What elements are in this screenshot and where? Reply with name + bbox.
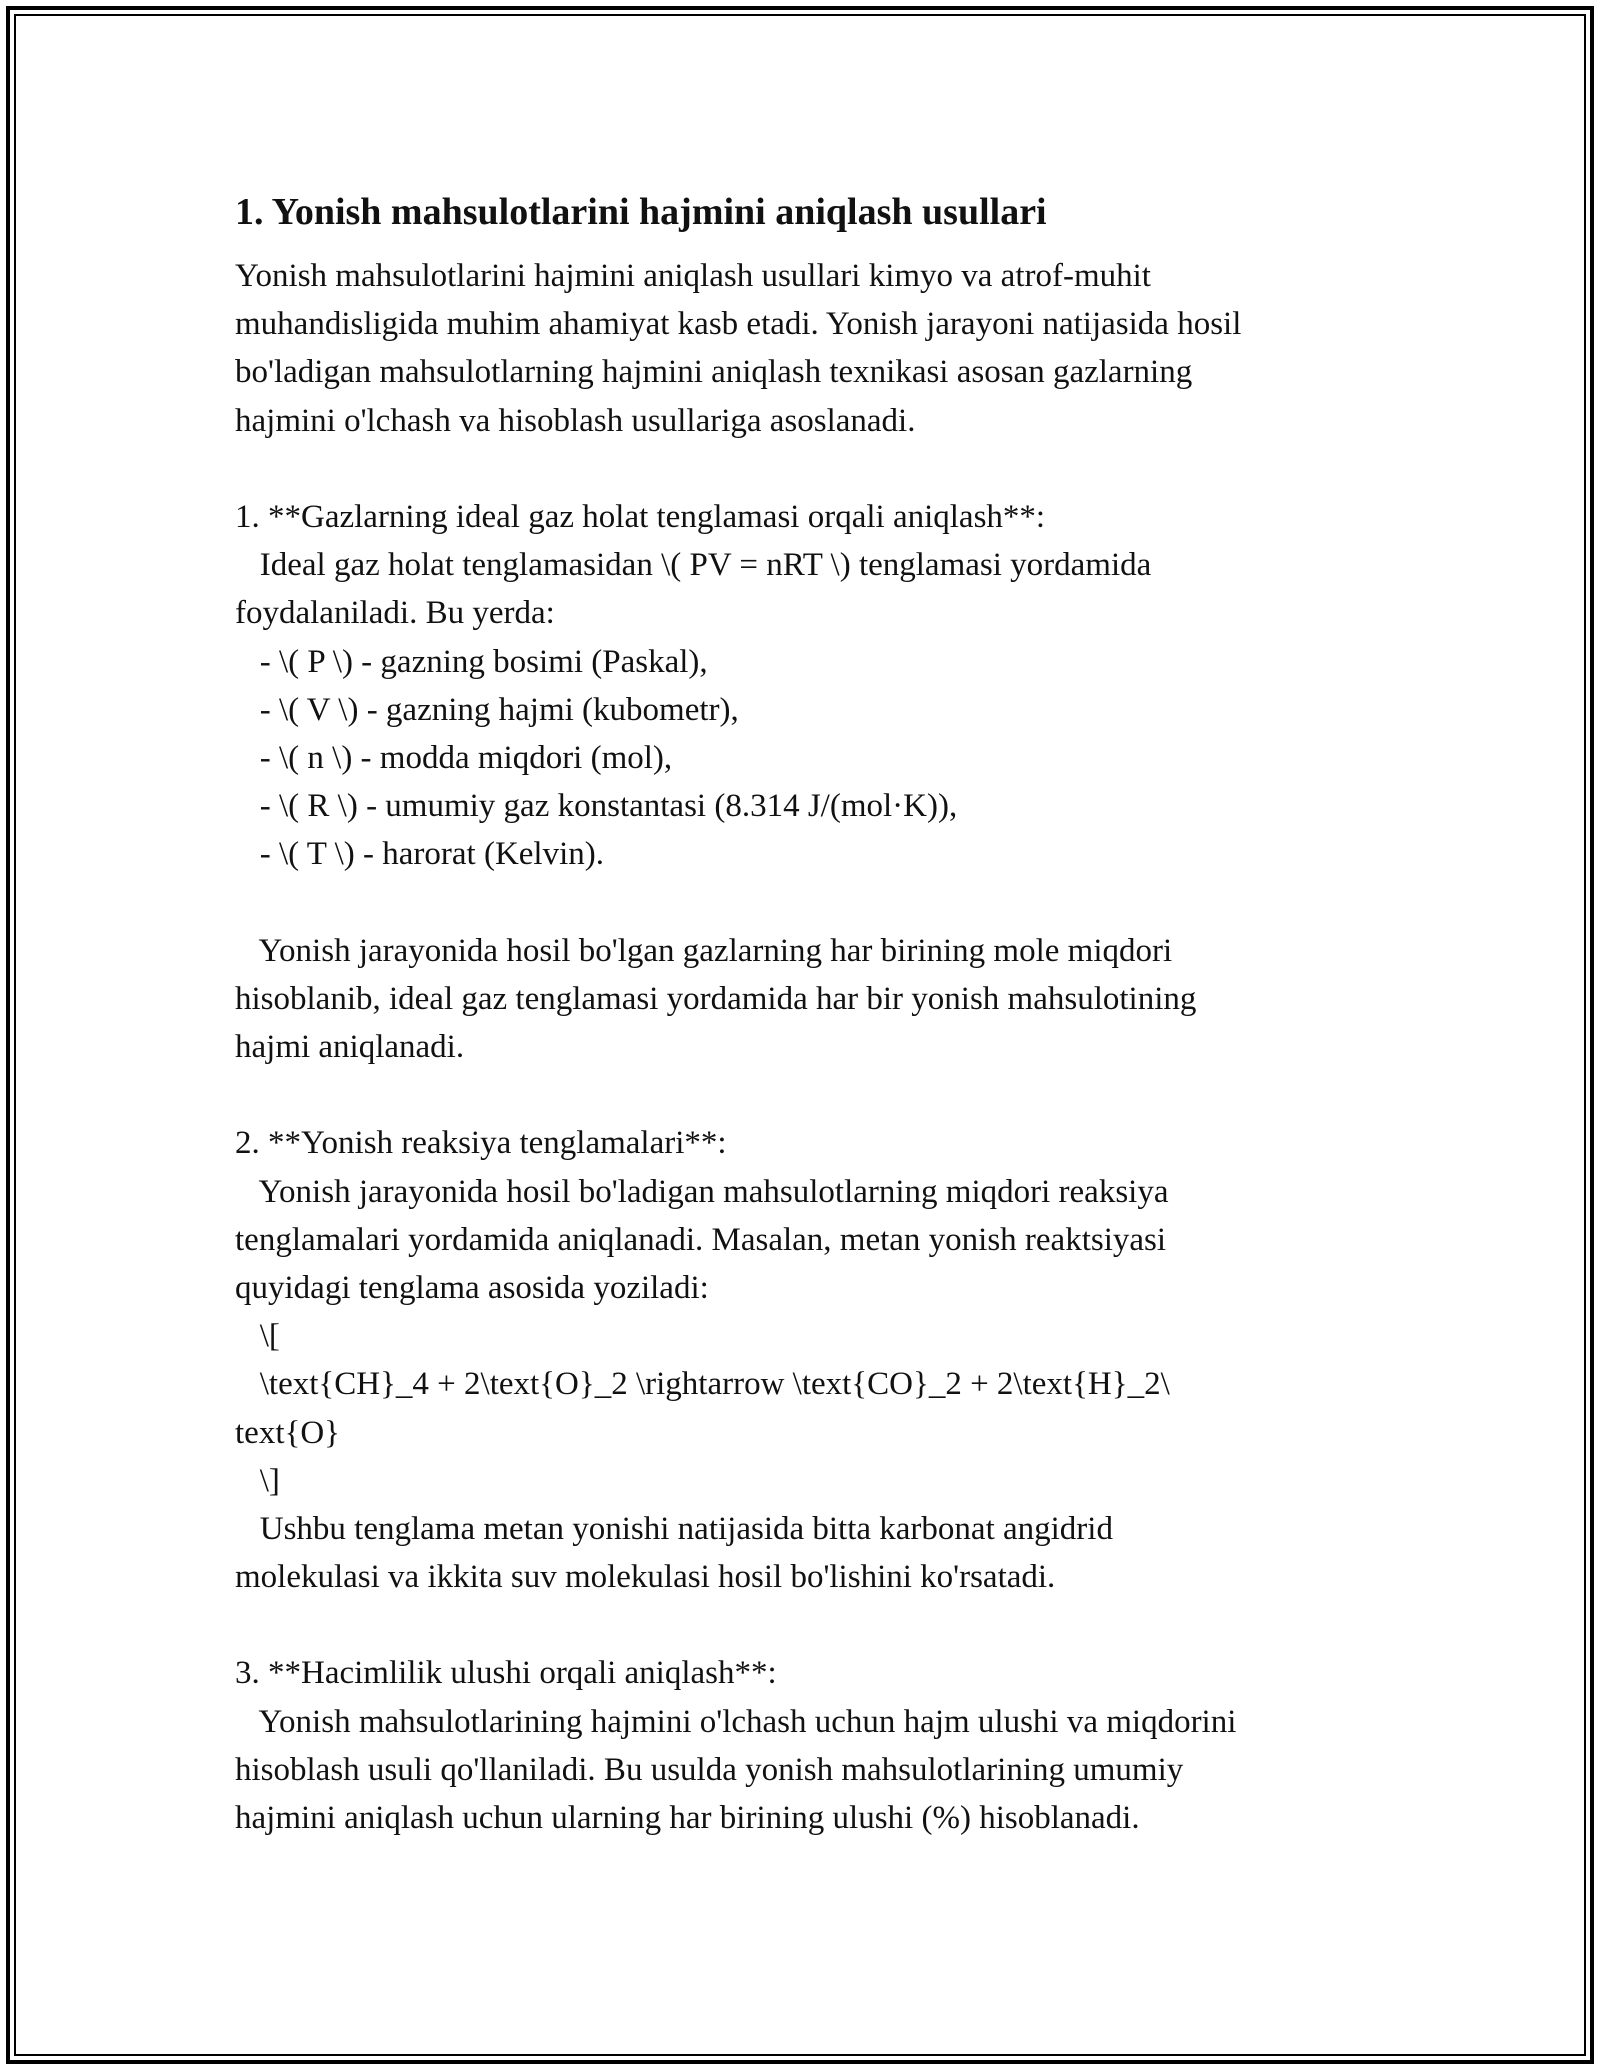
section-1-list-item: - \( n \) - modda miqdori (mol), — [235, 739, 673, 776]
section-3-line: hisoblash usuli qo'llaniladi. Bu usulda yonish mahsulotlarining umumiy — [235, 1751, 1184, 1788]
section-1-list-item: - \( P \) - gazning bosimi (Paskal), — [235, 643, 708, 680]
section-2-line: quyidagi tenglama asosida yoziladi: — [235, 1269, 709, 1306]
section-1-list-item: - \( T \) - harorat (Kelvin). — [235, 836, 604, 873]
section-1-list-item: - \( R \) - umumiy gaz konstantasi (8.314 J/(mol·K)), — [235, 788, 958, 825]
intro-line: muhandisligida muhim ahamiyat kasb etadi. Yonish jarayoni natijasida hosil — [235, 306, 1242, 343]
equation-close: \] — [235, 1462, 280, 1499]
section-1-list-item: - \( V \) - gazning hajmi (kubometr), — [235, 691, 739, 728]
section-2-line: Ushbu tenglama metan yonishi natijasida bitta karbonat angidrid — [235, 1510, 1113, 1547]
equation-line: text{O} — [235, 1414, 340, 1451]
intro-line: bo'ladigan mahsulotlarning hajmini aniqlash texnikasi asosan gazlarning — [235, 354, 1193, 391]
paragraph-gap — [235, 878, 1385, 926]
document-page — [235, 186, 1385, 1842]
section-3-line: hajmini aniqlash uchun ularning har birining ulushi (%) hisoblanadi. — [235, 1800, 1140, 1836]
document-heading: 1. Yonish mahsulotlarini hajmini aniqlash usullari — [235, 191, 1047, 233]
section-2-title: 2. **Yonish reaksiya tenglamalari**: — [235, 1125, 727, 1162]
equation-open: \[ — [235, 1318, 280, 1355]
section-1-paragraph-line: Yonish jarayonida hosil bo'lgan gazlarning har birining mole miqdori — [235, 932, 1173, 969]
section-1-paragraph-line: hajmi aniqlanadi. — [235, 1029, 465, 1065]
paragraph-gap — [235, 1071, 1385, 1119]
paragraph-gap — [235, 445, 1385, 493]
section-2-line: molekulasi va ikkita suv molekulasi hosil bo'lishini ko'rsatadi. — [235, 1559, 1056, 1596]
intro-line: hajmini o'lchash va hisoblash usullariga asoslanadi. — [235, 402, 916, 439]
section-3-title: 3. **Hacimlilik ulushi orqali aniqlash**: — [235, 1655, 777, 1692]
section-2-line: Yonish jarayonida hosil bo'ladigan mahsulotlarning miqdori reaksiya — [235, 1173, 1169, 1210]
section-1-title: 1. **Gazlarning ideal gaz holat tenglamasi orqali aniqlash**: — [235, 498, 1046, 535]
paragraph-gap — [235, 1601, 1385, 1649]
section-1-line: foydalaniladi. Bu yerda: — [235, 595, 555, 632]
equation-line: \text{CH}_4 + 2\text{O}_2 \rightarrow \text{CO}_2 + 2\text{H}_2\ — [235, 1366, 1170, 1403]
section-1-line: Ideal gaz holat tenglamasidan \( PV = nRT \) tenglamasi yordamida — [235, 547, 1152, 584]
intro-line: Yonish mahsulotlarini hajmini aniqlash usullari kimyo va atrof-muhit — [235, 258, 1151, 294]
document-body — [235, 252, 1385, 1842]
section-3-line: Yonish mahsulotlarining hajmini o'lchash uchun hajm ulushi va miqdorini — [235, 1703, 1237, 1740]
section-1-paragraph-line: hisoblanib, ideal gaz tenglamasi yordamida har bir yonish mahsulotining — [235, 980, 1197, 1017]
section-2-line: tenglamalari yordamida aniqlanadi. Masalan, metan yonish reaktsiyasi — [235, 1221, 1167, 1258]
